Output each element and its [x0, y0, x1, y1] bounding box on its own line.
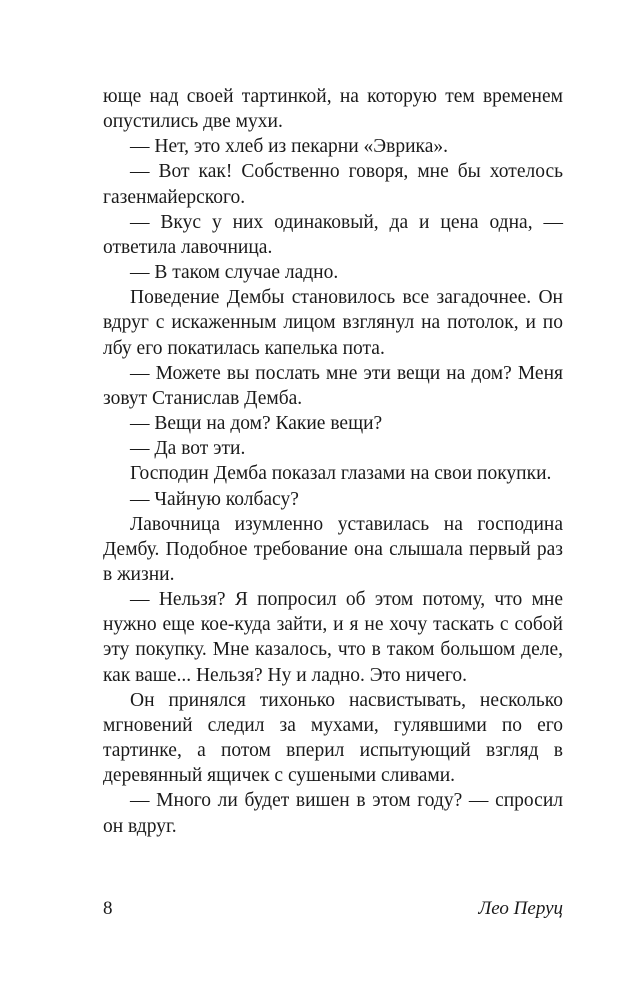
page-footer [103, 895, 563, 923]
paragraph-2: — Нет, это хлеб из пекарни «Эврика». [130, 136, 449, 158]
paragraph-13: — Нельзя? Я попросил об этом потому, что мне нужно еще кое-куда зайти, и я не хочу таскать с собой эту покупку. Мне казалось, что в таком большом деле, как ваше... Нельзя? Ну и ладно. Это ничего. [103, 589, 563, 686]
paragraph-4: — Вкус у них одинаковый, да и цена одна, — ответила лавочница. [103, 211, 563, 258]
paragraph-9: — Да вот эти. [130, 438, 246, 460]
paragraph-7: — Можете вы послать мне эти вещи на дом? Меня зовут Станислав Демба. [103, 362, 563, 409]
paragraph-11: — Чайную колбасу? [130, 488, 299, 510]
paragraph-8: — Вещи на дом? Какие вещи? [130, 413, 383, 435]
body-text [103, 84, 563, 839]
paragraph-6: Поведение Дембы становилось все загадочнее. Он вдруг с искаженным лицом взглянул на потолок, и по лбу его покатилась капелька пота. [103, 287, 563, 359]
running-title: Лео Перуц [478, 898, 563, 919]
page-number: 8 [103, 898, 113, 919]
paragraph-3: — Вот как! Собственно говоря, мне бы хотелось газенмайерского. [103, 161, 563, 208]
paragraph-14: Он принялся тихонько насвистывать, несколько мгновений следил за мухами, гулявшими по его тартинке, а потом вперил испытующий взгляд в деревянный ящичек с сушеными сливами. [103, 689, 563, 787]
paragraph-15: — Много ли будет вишен в этом году? — спросил он вдруг. [103, 790, 563, 837]
paragraph-10: Господин Демба показал глазами на свои покупки. [130, 463, 552, 485]
paragraph-1: юще над своей тартинкой, на которую тем временем опустились две мухи. [103, 86, 563, 133]
paragraph-5: — В таком случае ладно. [130, 262, 339, 284]
paragraph-12: Лавочница изумленно уставилась на господина Дембу. Подобное требование она слышала первый раз в жизни. [103, 513, 563, 585]
